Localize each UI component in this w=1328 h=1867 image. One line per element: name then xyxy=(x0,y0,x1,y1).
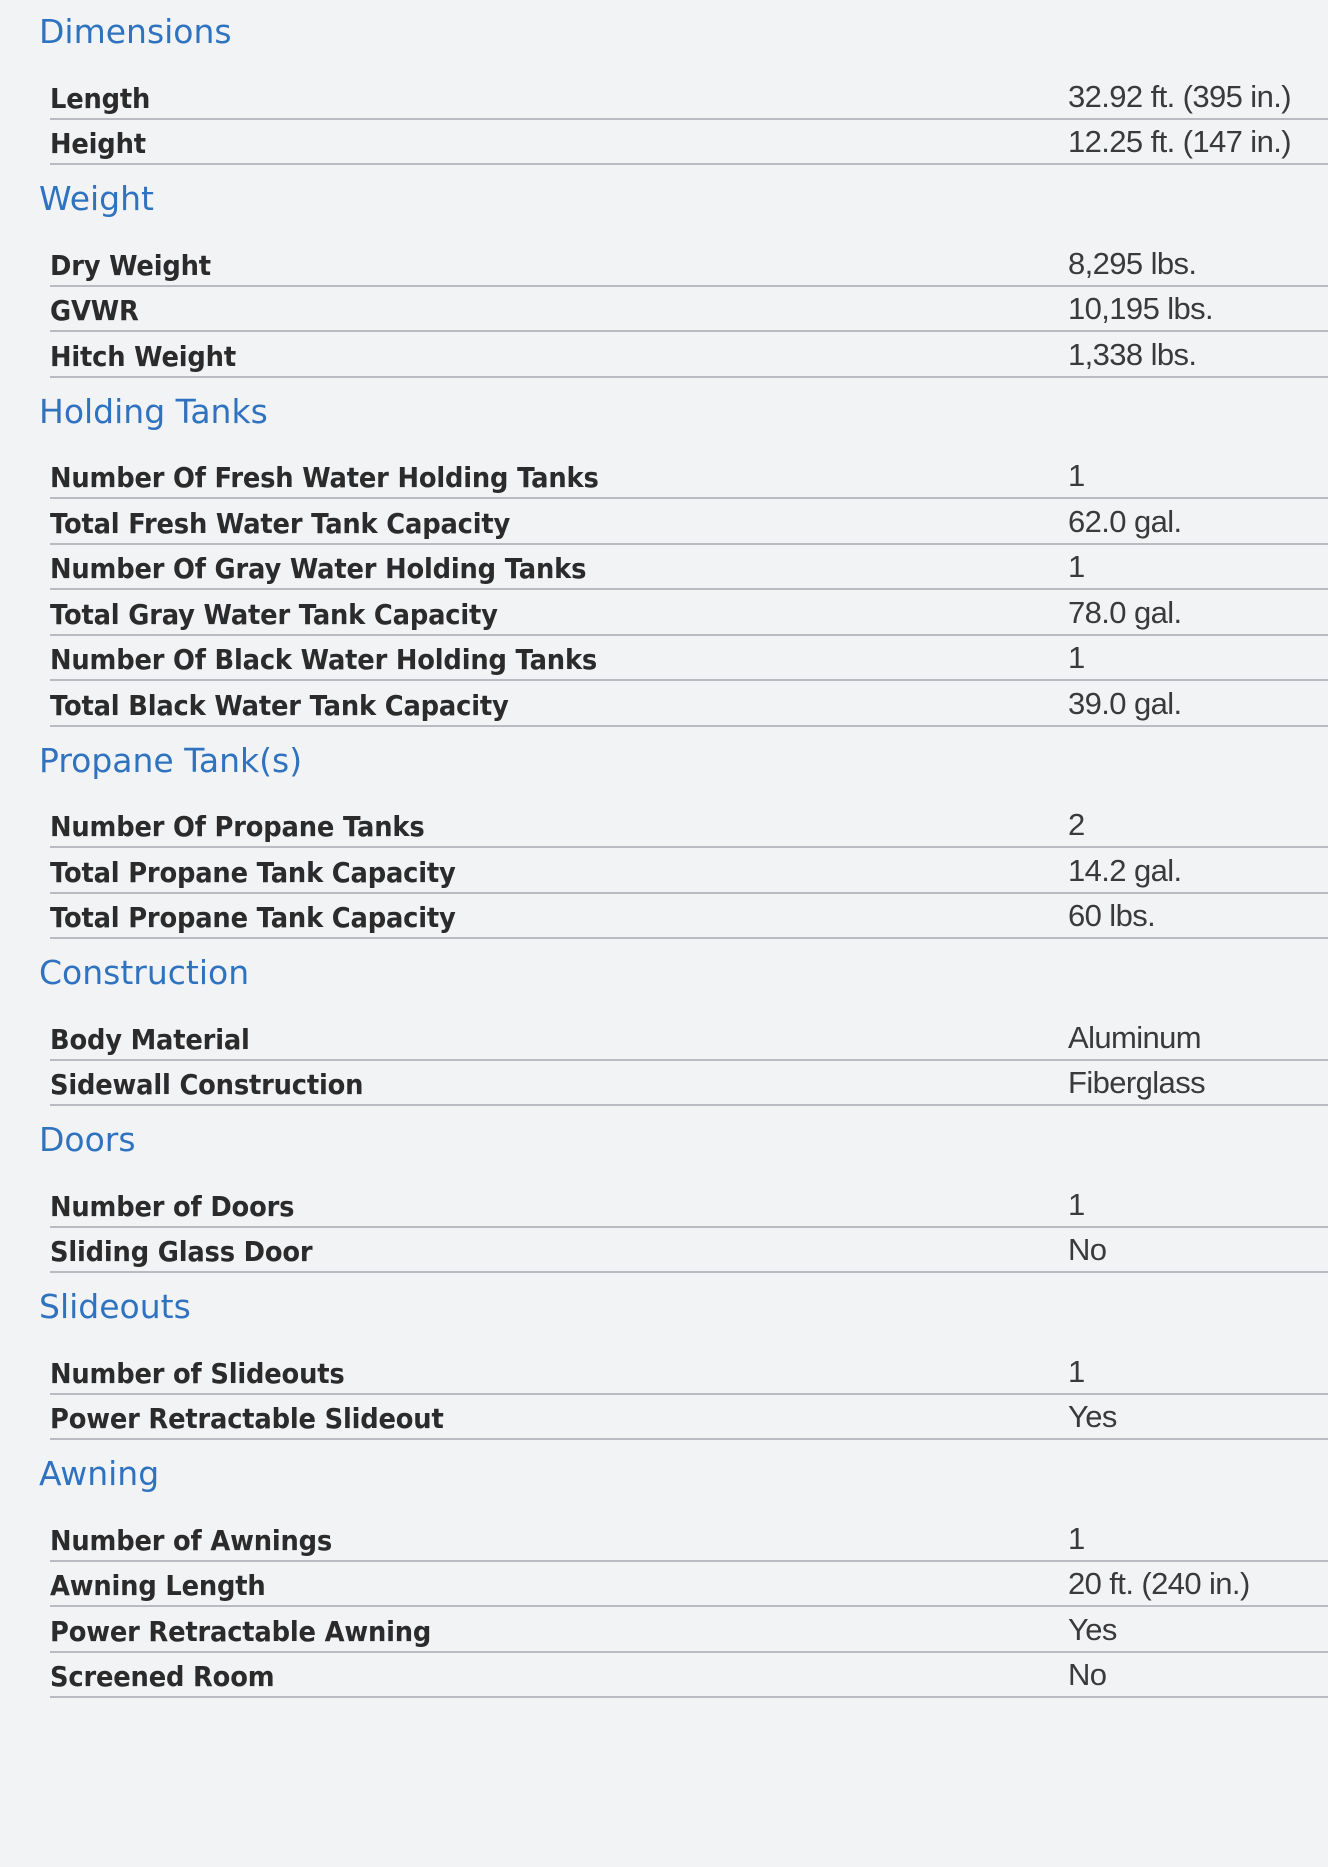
spec-value: 1 xyxy=(1068,1520,1085,1556)
spec-row xyxy=(50,1061,1328,1107)
spec-table xyxy=(0,1349,1328,1440)
spec-table xyxy=(0,454,1328,727)
spec-table xyxy=(0,1015,1328,1106)
section-title: Weight xyxy=(39,179,154,218)
spec-section xyxy=(0,1454,1328,1698)
spec-label: Body Material xyxy=(50,1022,250,1056)
spec-row xyxy=(50,120,1328,166)
spec-label: Number Of Black Water Holding Tanks xyxy=(50,643,598,676)
spec-label: Screened Room xyxy=(50,1660,275,1693)
section-title: Dimensions xyxy=(39,12,232,51)
spec-row xyxy=(50,241,1328,287)
spec-value: 1 xyxy=(1068,1353,1085,1389)
spec-label: Total Propane Tank Capacity xyxy=(50,855,456,889)
spec-row xyxy=(50,1228,1328,1274)
spec-value: 60 lbs. xyxy=(1068,898,1156,933)
spec-label: Awning Length xyxy=(50,1569,266,1602)
spec-row xyxy=(50,636,1328,682)
spec-row xyxy=(50,1607,1328,1653)
spec-row xyxy=(50,545,1328,591)
spec-value: 14.2 gal. xyxy=(1068,852,1182,888)
spec-value: Aluminum xyxy=(1068,1019,1202,1055)
spec-label: Number Of Propane Tanks xyxy=(50,810,425,843)
spec-label: Power Retractable Awning xyxy=(50,1614,432,1648)
spec-value: 10,195 lbs. xyxy=(1068,291,1214,326)
spec-label: Number of Awnings xyxy=(50,1523,333,1557)
section-title: Doors xyxy=(39,1120,136,1159)
spec-row xyxy=(50,287,1328,333)
spec-section xyxy=(0,179,1328,378)
spec-row xyxy=(50,894,1328,940)
spec-label: GVWR xyxy=(50,294,139,327)
spec-row xyxy=(50,1349,1328,1395)
section-title: Propane Tank(s) xyxy=(39,740,303,780)
spec-label: Total Propane Tank Capacity xyxy=(50,901,456,934)
section-title: Holding Tanks xyxy=(39,391,268,431)
section-title: Slideouts xyxy=(39,1287,191,1326)
spec-label: Length xyxy=(50,81,151,115)
spec-value: 1 xyxy=(1068,640,1085,675)
spec-row xyxy=(50,590,1328,636)
spec-value: 39.0 gal. xyxy=(1068,685,1182,721)
spec-row xyxy=(50,1516,1328,1562)
spec-value: Fiberglass xyxy=(1068,1065,1205,1100)
spec-label: Hitch Weight xyxy=(50,339,236,373)
spec-value: 20 ft. (240 in.) xyxy=(1068,1566,1250,1601)
spec-value: 1 xyxy=(1068,549,1085,584)
spec-label: Sliding Glass Door xyxy=(50,1235,313,1268)
spec-section xyxy=(0,1287,1328,1440)
spec-section xyxy=(0,741,1328,940)
spec-row xyxy=(50,1653,1328,1699)
spec-label: Number of Slideouts xyxy=(50,1356,345,1390)
spec-label: Total Gray Water Tank Capacity xyxy=(50,597,498,631)
spec-table xyxy=(0,803,1328,940)
spec-row xyxy=(50,803,1328,849)
spec-label: Power Retractable Slideout xyxy=(50,1402,444,1435)
spec-value: 1,338 lbs. xyxy=(1068,336,1197,372)
spec-value: 1 xyxy=(1068,458,1085,493)
spec-value: 1 xyxy=(1068,1186,1085,1222)
spec-row xyxy=(50,74,1328,120)
spec-table xyxy=(0,74,1328,165)
spec-row xyxy=(50,332,1328,378)
spec-label: Height xyxy=(50,127,146,160)
spec-table xyxy=(0,1182,1328,1273)
spec-label: Number of Doors xyxy=(50,1189,295,1223)
spec-value: 62.0 gal. xyxy=(1068,503,1182,539)
spec-value: 78.0 gal. xyxy=(1068,594,1182,630)
spec-value: 12.25 ft. (147 in.) xyxy=(1068,124,1291,159)
spec-value: No xyxy=(1068,1232,1107,1267)
spec-row xyxy=(50,1395,1328,1441)
spec-label: Number Of Gray Water Holding Tanks xyxy=(50,552,587,585)
spec-value: Yes xyxy=(1068,1611,1117,1647)
spec-value: 2 xyxy=(1068,807,1085,842)
spec-table xyxy=(0,241,1328,378)
spec-table xyxy=(0,1516,1328,1698)
spec-label: Number Of Fresh Water Holding Tanks xyxy=(50,461,599,494)
spec-section xyxy=(0,392,1328,727)
spec-section xyxy=(0,1120,1328,1273)
spec-row xyxy=(50,499,1328,545)
spec-row xyxy=(50,848,1328,894)
spec-label: Total Black Water Tank Capacity xyxy=(50,688,509,722)
section-title: Awning xyxy=(39,1454,160,1493)
spec-label: Sidewall Construction xyxy=(50,1068,364,1101)
spec-row xyxy=(50,1562,1328,1608)
spec-label: Total Fresh Water Tank Capacity xyxy=(50,506,511,540)
spec-row xyxy=(50,681,1328,727)
spec-row xyxy=(50,1182,1328,1228)
spec-section xyxy=(0,12,1328,165)
spec-value: No xyxy=(1068,1657,1107,1692)
section-title: Construction xyxy=(39,953,250,992)
spec-value: Yes xyxy=(1068,1399,1117,1434)
spec-row xyxy=(50,454,1328,500)
spec-label: Dry Weight xyxy=(50,248,211,282)
spec-value: 32.92 ft. (395 in.) xyxy=(1068,78,1291,114)
spec-value: 8,295 lbs. xyxy=(1068,245,1197,281)
spec-row xyxy=(50,1015,1328,1061)
spec-section xyxy=(0,953,1328,1106)
